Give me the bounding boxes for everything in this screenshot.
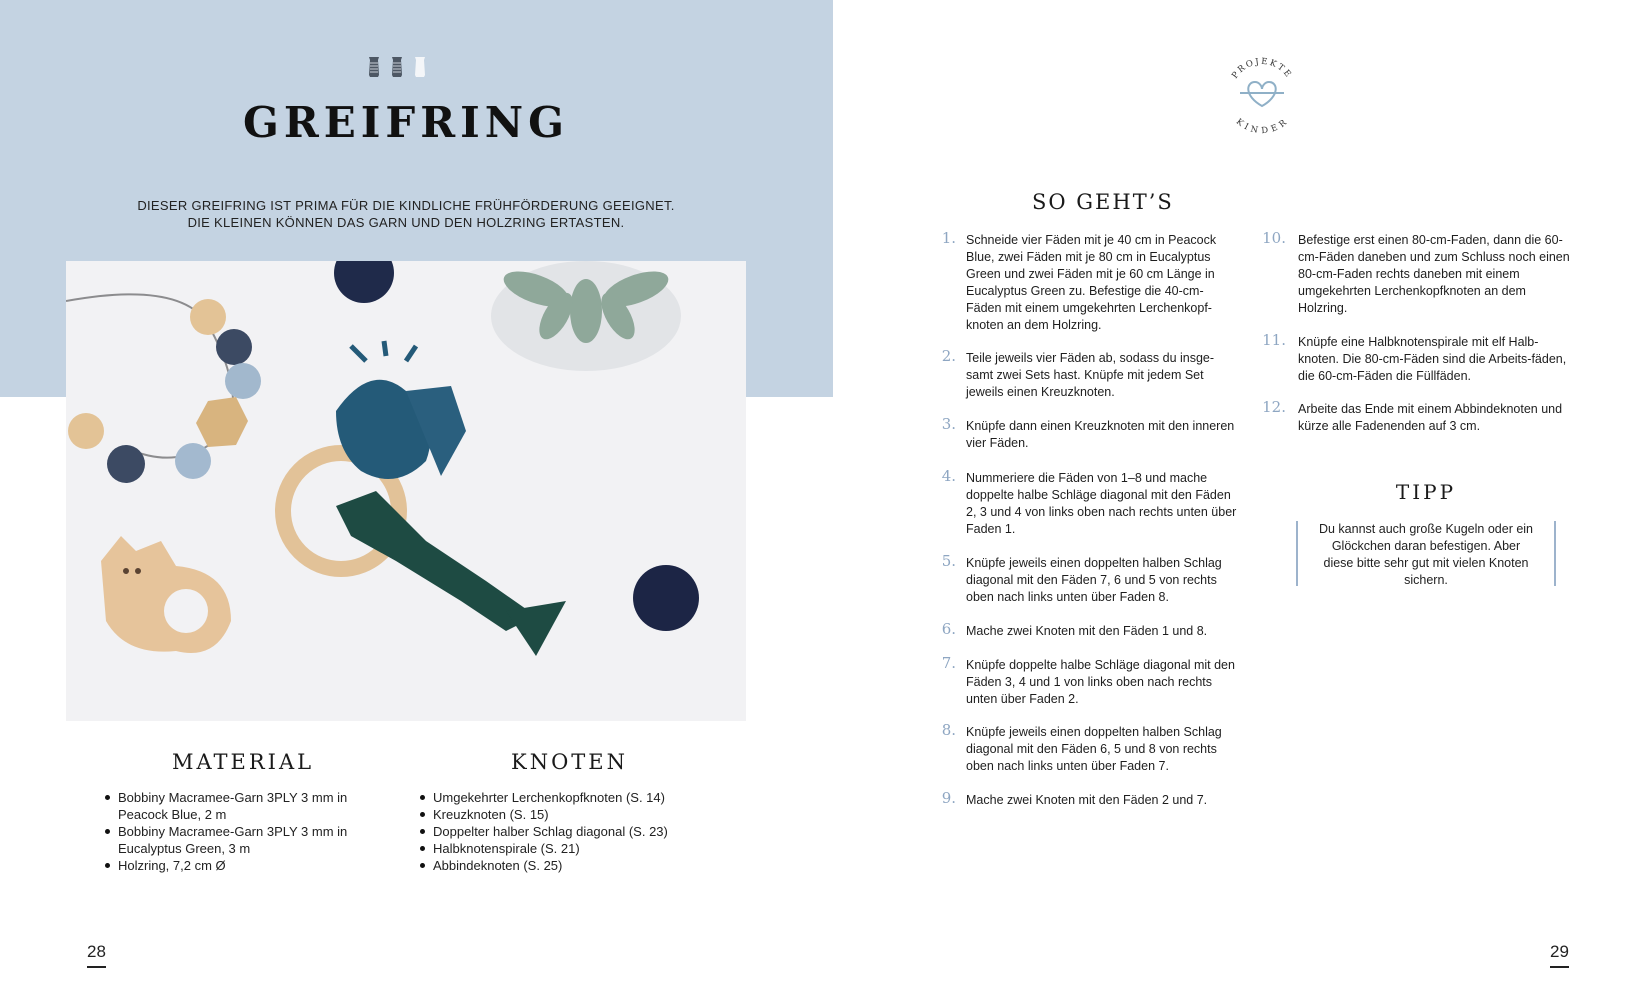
- list-item: Bobbiny Macramee-Garn 3PLY 3 mm in Eucalyptus Green, 3 m: [105, 823, 365, 857]
- list-item: Doppelter halber Schlag diagonal (S. 23): [420, 823, 720, 840]
- step-number: 10.: [1262, 229, 1286, 247]
- step-number: 2.: [941, 347, 956, 365]
- page-number-right: 29: [1550, 942, 1569, 968]
- step-text: Befestige erst einen 80-cm-Faden, dann die 60-cm-Fäden daneben und zum Schluss noch einen 80-cm-Faden rechts daneben mit einem umgekehrten Lerchenkopfknoten an dem Holzring.: [1298, 233, 1570, 315]
- step-text: Knüpfe doppelte halbe Schläge diagonal mit den Fäden 3, 4 und 1 von links oben nach rechts unten über Faden 2.: [966, 658, 1235, 706]
- teething-ring-photo: [66, 261, 746, 721]
- page-number-left: 28: [87, 942, 106, 968]
- material-list: [105, 789, 365, 874]
- product-photo: [66, 261, 746, 721]
- list-item: Halbknotenspirale (S. 21): [420, 840, 720, 857]
- tipp-heading: TIPP: [1395, 480, 1457, 504]
- badge-bottom-text: KINDER: [1233, 116, 1291, 136]
- list-item: Bobbiny Macramee-Garn 3PLY 3 mm in Peacock Blue, 2 m: [105, 789, 365, 823]
- step-text: Knüpfe dann einen Kreuzknoten mit den inneren vier Fäden.: [966, 419, 1235, 450]
- thread-spool-icon: [366, 55, 382, 79]
- list-item: Umgekehrter Lerchenkopfknoten (S. 14): [420, 789, 720, 806]
- step-number: 1.: [941, 229, 956, 247]
- material-heading: MATERIAL: [172, 750, 315, 774]
- thread-spool-icon: [412, 55, 428, 79]
- step-number: 7.: [941, 654, 956, 672]
- step-number: 12.: [1262, 398, 1286, 416]
- intro-line: DIESER GREIFRING IST PRIMA FÜR DIE KINDLICHE FRÜHFÖRDERUNG GEEIGNET.: [137, 198, 675, 213]
- step-number: 6.: [941, 620, 956, 638]
- tipp-box: [1296, 521, 1556, 586]
- list-item: Kreuzknoten (S. 15): [420, 806, 720, 823]
- step-number: 11.: [1262, 331, 1286, 349]
- steps-heading: SO GEHT’S: [1032, 190, 1174, 214]
- thread-spool-icon: [389, 55, 405, 79]
- step-text: Nummeriere die Fäden von 1–8 und mache doppelte halbe Schläge diagonal mit den Fäden 2, 3 und 4 von links oben nach rechts unten über Faden 1.: [966, 471, 1237, 536]
- step-number: 4.: [941, 467, 956, 485]
- knoten-list: [420, 789, 720, 874]
- step-number: 3.: [941, 415, 956, 433]
- step-number: 8.: [941, 721, 956, 739]
- step-number: 9.: [941, 789, 956, 807]
- heart-knot-icon: [1240, 82, 1284, 106]
- page-title: GREIFRING: [242, 98, 570, 147]
- step-text: Arbeite das Ende mit einem Abbindeknoten und kürze alle Fadenenden auf 3 cm.: [1298, 402, 1563, 433]
- knoten-heading: KNOTEN: [511, 750, 628, 774]
- step-text: Schneide vier Fäden mit je 40 cm in Peacock Blue, zwei Fäden mit je 80 cm in Eucalyptus Green und zwei Fäden mit je 60 cm Länge in Eucalyptus Green zu. Befestige die 40-cm-Fäden mit einem umgekehrten Lerchenkopf-knoten an dem Holzring.: [966, 233, 1217, 332]
- intro-text: [0, 197, 812, 231]
- list-item: Holzring, 7,2 cm Ø: [105, 857, 365, 874]
- step-text: Teile jeweils vier Fäden ab, sodass du insge-samt zwei Sets hast. Knüpfe mit jedem Set jeweils einen Kreuzknoten.: [966, 351, 1215, 399]
- step-text: Knüpfe jeweils einen doppelten halben Schlag diagonal mit den Fäden 7, 6 und 5 von rechts oben nach links unten über Faden 8.: [966, 556, 1222, 604]
- difficulty-rating: [366, 55, 428, 79]
- category-badge: [1222, 50, 1302, 136]
- step-number: 5.: [941, 552, 956, 570]
- list-item: Abbindeknoten (S. 25): [420, 857, 720, 874]
- step-text: Knüpfe jeweils einen doppelten halben Schlag diagonal mit den Fäden 6, 5 und 8 von rechts oben nach links unten über Faden 7.: [966, 725, 1222, 773]
- tipp-text: Du kannst auch große Kugeln oder ein Glöckchen daran befestigen. Aber diese bitte sehr gut mit vielen Knoten sichern.: [1318, 522, 1534, 587]
- step-text: Knüpfe eine Halbknotenspirale mit elf Halb-knoten. Die 80-cm-Fäden sind die Arbeits-fäden, die 60-cm-Fäden die Füllfäden.: [1298, 335, 1567, 383]
- intro-line: DIE KLEINEN KÖNNEN DAS GARN UND DEN HOLZRING ERTASTEN.: [187, 215, 625, 230]
- step-text: Mache zwei Knoten mit den Fäden 2 und 7.: [966, 793, 1208, 807]
- step-text: Mache zwei Knoten mit den Fäden 1 und 8.: [966, 624, 1208, 638]
- badge-top-text: PROJEKTE: [1230, 56, 1294, 81]
